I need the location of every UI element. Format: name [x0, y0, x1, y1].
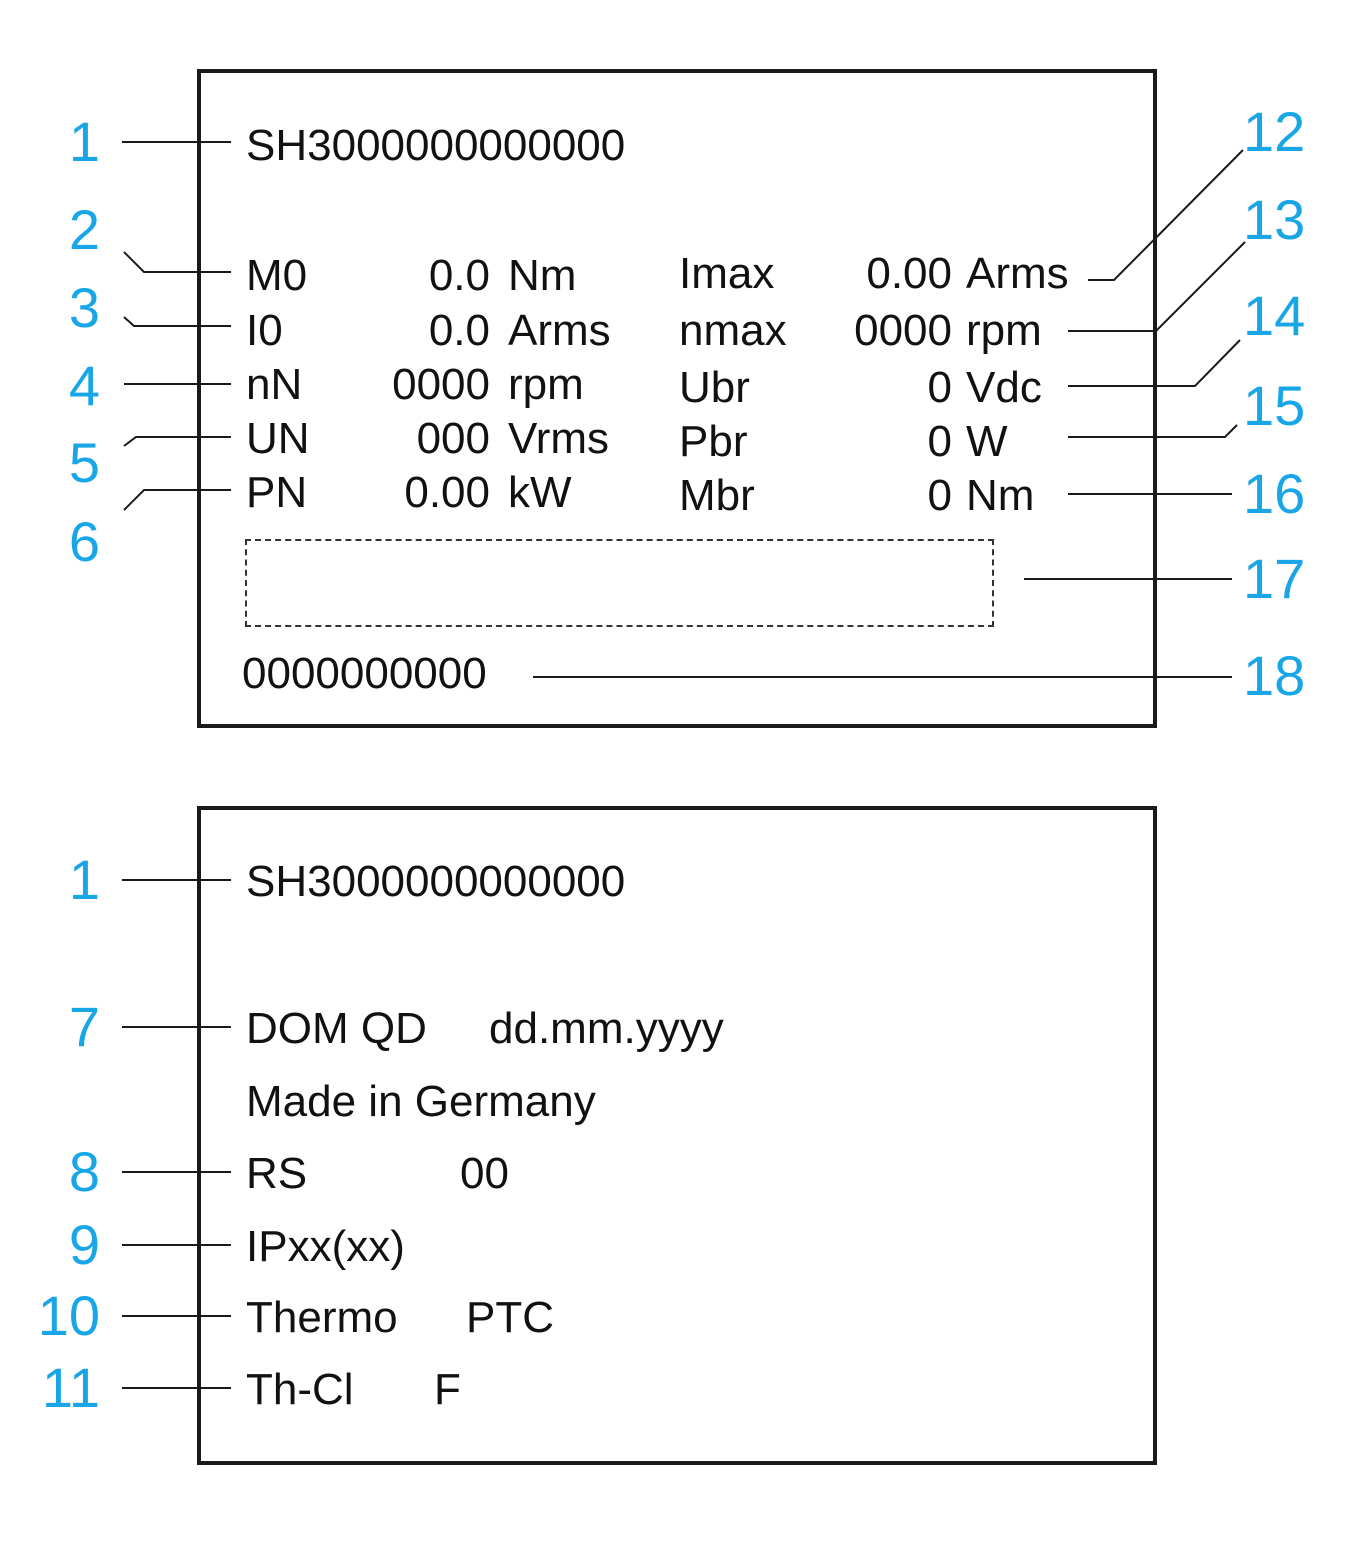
imax-value: 0.00: [866, 249, 952, 298]
callout-17: 17: [1243, 547, 1306, 610]
callout-8: 8: [68, 1140, 100, 1203]
imax-label: Imax: [679, 249, 775, 298]
un-unit: Vrms: [508, 414, 610, 463]
m0-unit: Nm: [508, 251, 577, 300]
mbr-label: Mbr: [679, 471, 755, 520]
thermo-value: PTC: [466, 1293, 554, 1342]
i0-unit: Arms: [508, 306, 611, 355]
dom-label: DOM QD: [246, 1004, 427, 1053]
callout-16: 16: [1243, 462, 1306, 525]
m0-value: 0.0: [428, 251, 490, 300]
thcl-label: Th-Cl: [246, 1365, 354, 1414]
pbr-value: 0: [927, 417, 952, 466]
callout-2: 2: [68, 198, 100, 261]
callout-1: 1: [68, 110, 100, 173]
ubr-label: Ubr: [679, 363, 750, 412]
m0-label: M0: [246, 251, 308, 300]
callout-4: 4: [68, 354, 100, 417]
ip-rating: IPxx(xx): [246, 1222, 405, 1271]
ubr-unit: Vdc: [966, 363, 1042, 412]
callout-15: 15: [1243, 374, 1306, 437]
nmax-value: 0000: [854, 306, 952, 355]
serial-number: 0000000000: [242, 649, 487, 698]
callout-13: 13: [1243, 188, 1306, 251]
callout-11: 11: [41, 1356, 100, 1419]
mbr-unit: Nm: [966, 471, 1035, 520]
rs-value: 00: [460, 1149, 509, 1198]
rs-label: RS: [246, 1149, 308, 1198]
callout-5: 5: [68, 431, 100, 494]
nn-value: 0000: [392, 360, 490, 409]
leader-6: [124, 490, 231, 510]
nn-unit: rpm: [508, 360, 584, 409]
callout-14: 14: [1243, 284, 1306, 347]
callout-7: 7: [68, 995, 100, 1058]
thcl-value: F: [434, 1365, 461, 1414]
callout-18: 18: [1243, 644, 1306, 707]
nmax-label: nmax: [679, 306, 787, 355]
i0-label: I0: [246, 306, 283, 355]
i0-value: 0.0: [428, 306, 490, 355]
callout-12: 12: [1243, 100, 1306, 163]
callout-10: 10: [37, 1284, 100, 1347]
leader-2: [124, 252, 231, 272]
leader-13: [1068, 242, 1245, 331]
thermo-label: Thermo: [246, 1293, 398, 1342]
callout-9: 9: [68, 1213, 100, 1276]
mbr-value: 0: [927, 471, 952, 520]
un-label: UN: [246, 414, 310, 463]
model-code-back: SH3000000000000: [246, 857, 626, 906]
leader-12: [1088, 150, 1243, 280]
imax-unit: Arms: [966, 249, 1069, 298]
made-in: Made in Germany: [246, 1077, 596, 1126]
nn-label: nN: [246, 360, 303, 409]
leader-14: [1068, 340, 1240, 386]
model-code: SH3000000000000: [246, 121, 626, 170]
pbr-label: Pbr: [679, 417, 748, 466]
pn-unit: kW: [508, 468, 572, 517]
leader-3: [124, 317, 231, 326]
dom-value: dd.mm.yyyy: [489, 1004, 724, 1053]
callout-1-back: 1: [68, 848, 100, 911]
pn-label: PN: [246, 468, 308, 517]
ubr-value: 0: [927, 363, 952, 412]
leader-15: [1068, 425, 1237, 437]
leader-5: [124, 437, 231, 446]
nmax-unit: rpm: [966, 306, 1042, 355]
callout-6: 6: [68, 510, 100, 573]
pn-value: 0.00: [404, 468, 490, 517]
un-value: 000: [416, 414, 490, 463]
pbr-unit: W: [966, 417, 1008, 466]
callout-3: 3: [68, 276, 100, 339]
